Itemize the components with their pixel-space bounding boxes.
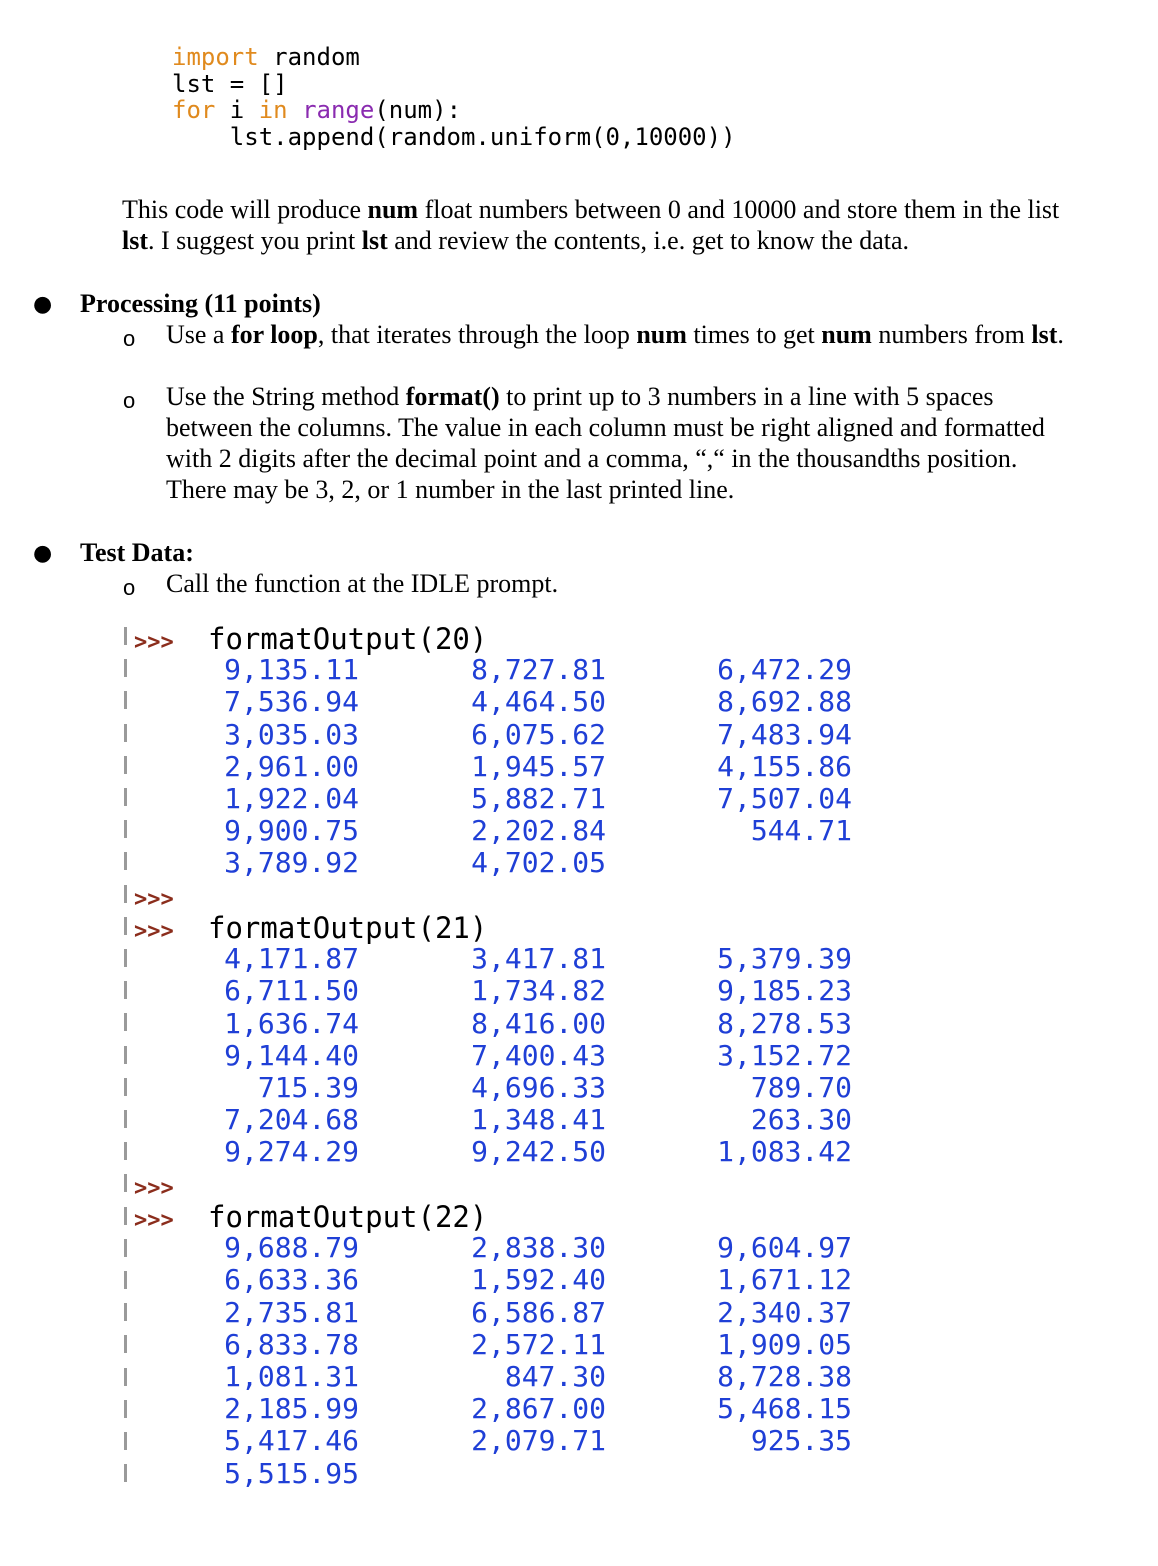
output-value: 2,185.99 bbox=[224, 1392, 359, 1426]
gutter-mark bbox=[124, 1046, 127, 1064]
bold-text: num bbox=[367, 195, 419, 224]
output-value: 5,468.15 bbox=[717, 1392, 852, 1426]
output-value: 3,417.81 bbox=[471, 942, 606, 976]
output-value: 8,692.88 bbox=[717, 685, 852, 719]
gutter-mark bbox=[124, 1271, 127, 1289]
code-text bbox=[288, 96, 302, 124]
output-value: 2,867.00 bbox=[471, 1392, 606, 1426]
gutter-mark bbox=[124, 756, 127, 774]
gutter-mark bbox=[124, 691, 127, 709]
output-value: 7,400.43 bbox=[471, 1038, 606, 1072]
output-value: 8,727.81 bbox=[471, 653, 606, 687]
builtin: range bbox=[302, 96, 375, 124]
output-value: 9,900.75 bbox=[224, 814, 359, 848]
bold-text: format() bbox=[405, 382, 500, 411]
output-value: 715.39 bbox=[257, 1071, 359, 1104]
keyword: import bbox=[172, 43, 259, 71]
output-value: 1,945.57 bbox=[471, 749, 606, 783]
shell-prompt: >>> bbox=[134, 630, 174, 655]
gutter-mark bbox=[124, 724, 127, 742]
output-value: 4,702.05 bbox=[471, 846, 606, 880]
gutter-mark bbox=[124, 659, 127, 677]
text: and review the contents, i.e. get to know the data. bbox=[387, 226, 910, 255]
output-value: 6,833.78 bbox=[224, 1327, 359, 1361]
text: , that iterates through the loop bbox=[317, 320, 637, 349]
gutter-mark bbox=[124, 981, 127, 999]
test-data-item-1: Call the function at the IDLE prompt. bbox=[166, 569, 559, 598]
text: Use a bbox=[166, 320, 231, 349]
shell-prompt: >>> bbox=[134, 1208, 174, 1233]
text: float numbers between 0 and 10000 and store them in the list bbox=[418, 195, 1060, 224]
output-value: 2,735.81 bbox=[224, 1295, 359, 1329]
idle-shell-output bbox=[112, 622, 872, 1490]
output-value: 544.71 bbox=[750, 814, 852, 848]
shell-prompt: >>> bbox=[134, 886, 174, 912]
output-value: 7,483.94 bbox=[717, 717, 852, 751]
text: numbers from bbox=[871, 320, 1032, 349]
keyword: for bbox=[172, 96, 216, 124]
gutter-mark bbox=[124, 1464, 127, 1482]
function-call: formatOutput(21) bbox=[208, 911, 488, 945]
output-value: 3,035.03 bbox=[224, 717, 359, 751]
test-data-heading bbox=[80, 537, 194, 568]
gutter-mark bbox=[124, 949, 127, 967]
bullet-icon: ● bbox=[33, 541, 53, 566]
output-value: 2,340.37 bbox=[717, 1295, 852, 1329]
output-value: 1,671.12 bbox=[717, 1263, 852, 1297]
code-snippet bbox=[172, 44, 736, 150]
output-value: 9,144.40 bbox=[224, 1038, 359, 1072]
output-value: 8,728.38 bbox=[717, 1360, 852, 1393]
output-value: 2,572.11 bbox=[471, 1327, 606, 1361]
output-value: 7,204.68 bbox=[224, 1103, 359, 1137]
output-value: 847.30 bbox=[504, 1360, 606, 1393]
gutter-mark bbox=[124, 885, 127, 903]
output-value: 1,734.82 bbox=[471, 974, 606, 1008]
output-value: 6,586.87 bbox=[471, 1295, 606, 1329]
output-value: 6,075.62 bbox=[471, 717, 606, 751]
gutter-mark bbox=[124, 1013, 127, 1031]
gutter-mark bbox=[124, 1368, 127, 1386]
shell-gutter bbox=[124, 625, 128, 1485]
keyword: in bbox=[258, 96, 288, 124]
processing-item-1 bbox=[166, 319, 1076, 350]
text: times to get bbox=[686, 320, 822, 349]
output-value: 4,171.87 bbox=[224, 942, 359, 976]
output-value: 6,472.29 bbox=[717, 653, 852, 687]
gutter-mark bbox=[124, 917, 127, 935]
code-text: (num): bbox=[374, 96, 462, 124]
text: Use the String method bbox=[166, 382, 406, 411]
output-value: 1,083.42 bbox=[717, 1135, 852, 1169]
bold-text: for loop bbox=[230, 320, 318, 349]
output-value: 1,348.41 bbox=[471, 1103, 606, 1137]
output-value: 2,838.30 bbox=[471, 1231, 606, 1265]
code-text: i bbox=[215, 96, 259, 124]
gutter-mark bbox=[124, 1078, 127, 1096]
output-value: 4,696.33 bbox=[471, 1071, 606, 1104]
output-value: 4,464.50 bbox=[471, 685, 606, 719]
gutter-mark bbox=[124, 1110, 127, 1128]
output-value: 2,202.84 bbox=[471, 814, 606, 848]
output-value: 2,961.00 bbox=[224, 749, 359, 783]
processing-heading bbox=[80, 288, 321, 319]
output-value: 789.70 bbox=[750, 1071, 852, 1104]
gutter-mark bbox=[124, 1432, 127, 1450]
output-value: 5,882.71 bbox=[471, 782, 606, 815]
output-value: 263.30 bbox=[750, 1103, 852, 1137]
bold-text: lst bbox=[122, 226, 148, 255]
code-line-3 bbox=[172, 97, 736, 124]
gutter-mark bbox=[124, 1142, 127, 1160]
function-call: formatOutput(22) bbox=[208, 1200, 488, 1234]
text: This code will produce bbox=[122, 195, 368, 224]
output-value: 1,592.40 bbox=[471, 1263, 606, 1297]
code-text: random bbox=[258, 43, 360, 71]
gutter-mark bbox=[124, 1174, 127, 1192]
gutter-mark bbox=[124, 1303, 127, 1321]
shell-prompt: >>> bbox=[134, 919, 174, 944]
shell-prompt: >>> bbox=[134, 1175, 174, 1201]
code-line-4: lst.append(random.uniform(0,10000)) bbox=[172, 122, 736, 151]
bold-text: num bbox=[636, 320, 687, 349]
output-value: 6,633.36 bbox=[224, 1263, 359, 1297]
output-value: 9,185.23 bbox=[717, 974, 852, 1008]
bold-text: lst bbox=[361, 226, 388, 255]
gutter-mark bbox=[124, 820, 127, 838]
output-value: 7,507.04 bbox=[717, 782, 852, 815]
text: to print up to 3 numbers in a line with 5 spaces between the columns. The value in each column must be right aligned and formatted with 2 digits after the decimal point and a comma, “,“ in the thousandths position. There may be 3, 2, or 1 number in the last printed line. bbox=[166, 382, 1045, 504]
function-call: formatOutput(20) bbox=[208, 622, 488, 656]
bold-text: lst bbox=[1031, 320, 1058, 349]
text: . I suggest you print bbox=[148, 226, 362, 255]
gutter-mark bbox=[124, 1400, 127, 1418]
output-value: 3,152.72 bbox=[717, 1038, 852, 1072]
output-value: 1,922.04 bbox=[224, 782, 359, 815]
output-value: 1,081.31 bbox=[224, 1360, 359, 1393]
output-value: 1,909.05 bbox=[717, 1327, 852, 1361]
output-value: 6,711.50 bbox=[224, 974, 359, 1008]
output-value: 9,274.29 bbox=[224, 1135, 359, 1169]
output-value: 5,379.39 bbox=[717, 942, 852, 976]
output-value: 8,278.53 bbox=[717, 1006, 852, 1040]
text: . bbox=[1057, 320, 1064, 349]
output-value: 8,416.00 bbox=[471, 1006, 606, 1040]
gutter-mark bbox=[124, 1335, 127, 1353]
output-value: 925.35 bbox=[750, 1424, 852, 1458]
circle-bullet-icon: o bbox=[123, 388, 136, 413]
heading-text: Processing (11 points) bbox=[80, 289, 321, 318]
gutter-mark bbox=[124, 627, 127, 645]
output-value: 3,789.92 bbox=[224, 846, 359, 880]
processing-item-2 bbox=[166, 381, 1076, 505]
gutter-mark bbox=[124, 852, 127, 870]
output-value: 4,155.86 bbox=[717, 749, 852, 783]
output-value: 2,079.71 bbox=[471, 1424, 606, 1458]
output-value: 5,417.46 bbox=[224, 1424, 359, 1458]
code-line-2: lst = [] bbox=[172, 69, 288, 98]
gutter-mark bbox=[124, 788, 127, 806]
code-line-1 bbox=[172, 44, 736, 71]
bullet-icon: ● bbox=[33, 292, 53, 317]
gutter-mark bbox=[124, 1207, 127, 1225]
output-value: 9,604.97 bbox=[717, 1231, 852, 1265]
output-value: 9,242.50 bbox=[471, 1135, 606, 1169]
circle-bullet-icon: o bbox=[123, 575, 136, 600]
gutter-mark bbox=[124, 1239, 127, 1257]
bold-text: num bbox=[821, 320, 872, 349]
output-value: 5,515.95 bbox=[224, 1456, 359, 1490]
output-value: 9,135.11 bbox=[224, 653, 359, 687]
heading-text: Test Data: bbox=[80, 538, 194, 567]
intro-paragraph bbox=[122, 194, 1082, 256]
circle-bullet-icon: o bbox=[123, 326, 136, 351]
output-value: 9,688.79 bbox=[224, 1231, 359, 1265]
output-value: 7,536.94 bbox=[224, 685, 359, 719]
output-value: 1,636.74 bbox=[224, 1006, 359, 1040]
